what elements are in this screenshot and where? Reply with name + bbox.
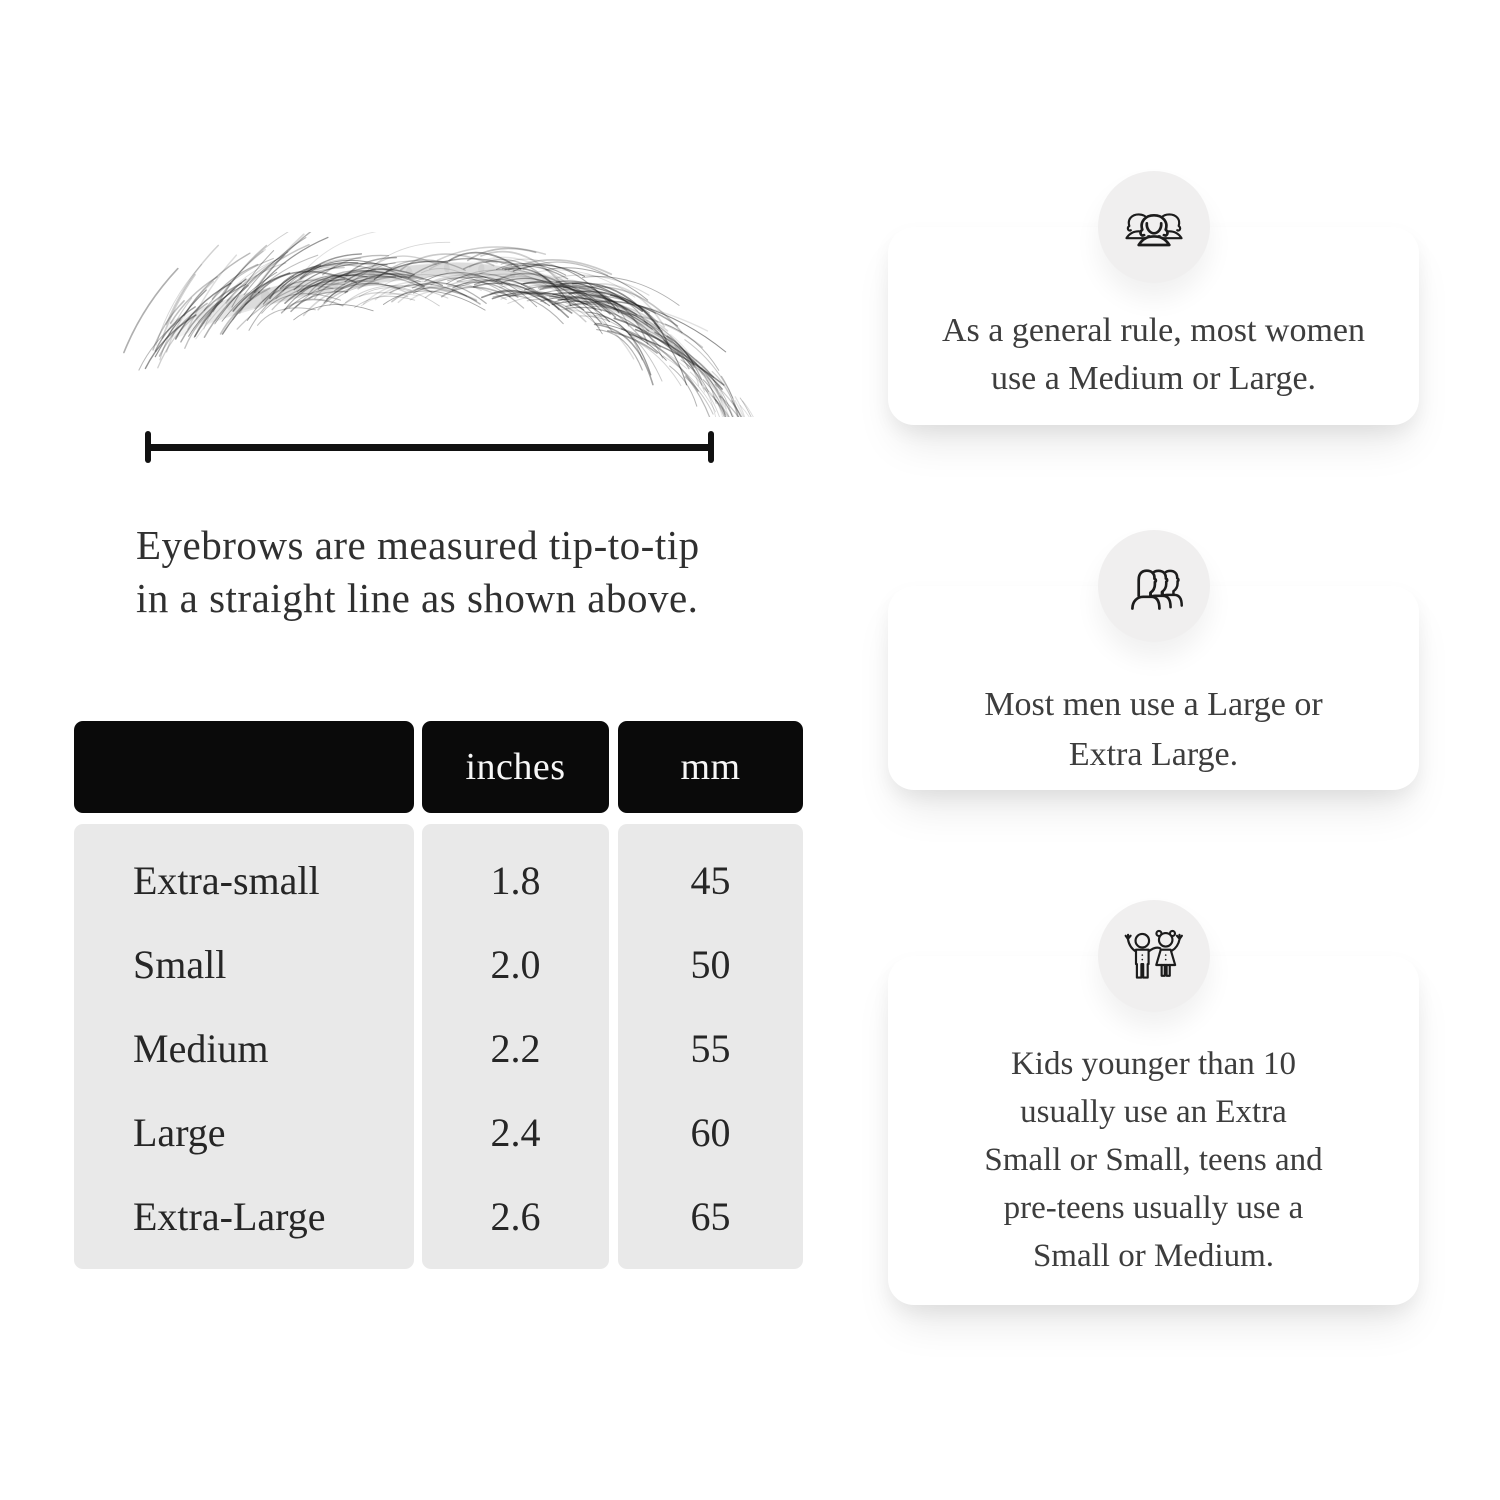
women-group-icon [1118,196,1190,258]
mm-value-cell: 45 [690,857,731,903]
measurement-tick-left [145,431,151,463]
caption-line: Eyebrows are measured tip-to-tip [136,522,700,568]
size-label-cell: Medium [133,1025,269,1071]
mm-value-cell: 65 [690,1193,731,1239]
info-card-text-line: As a general rule, most women [942,312,1365,349]
info-card-text-line: pre-teens usually use a [1003,1189,1304,1226]
measurement-tick-right [708,431,714,463]
info-card-women [888,227,1419,425]
men-group-icon [1118,555,1190,617]
size-table-column-inches [422,721,609,1269]
measurement-line [147,444,712,451]
inches-value-cell: 1.8 [490,857,541,903]
kids-icon-circle [1098,900,1210,1012]
size-table-column-mm [618,721,803,1269]
caption-line: in a straight line as shown above. [136,575,699,621]
inches-value-cell: 2.6 [490,1193,541,1239]
size-column-body [74,824,414,1269]
mm-value-cell: 60 [690,1109,731,1155]
info-card-men [888,586,1419,790]
size-label-cell: Extra-small [133,857,320,903]
inches-value-cell: 2.4 [490,1109,541,1155]
info-card-text-line: usually use an Extra [1020,1093,1287,1130]
mm-column-header: mm [618,721,803,813]
women-icon-circle [1098,171,1210,283]
info-card-text-line: use a Medium or Large. [990,360,1317,397]
size-table-column-sizes [74,721,414,1269]
mm-column-body [618,824,803,1269]
info-card-text-line: Small or Small, teens and [984,1141,1323,1178]
size-label-cell: Large [133,1109,226,1155]
info-card-text-line: Small or Medium. [1032,1237,1275,1274]
inches-column-body [422,824,609,1269]
size-table [74,721,803,1269]
inches-value-cell: 2.0 [490,941,541,987]
size-column-header [74,721,414,813]
size-label-cell: Small [133,941,227,987]
children-icon [1118,925,1190,987]
men-icon-circle [1098,530,1210,642]
inches-value-cell: 2.2 [490,1025,541,1071]
info-card-kids [888,956,1419,1305]
size-label-cell: Extra-Large [133,1193,326,1239]
mm-value-cell: 55 [690,1025,731,1071]
inches-column-header: inches [422,721,609,813]
info-card-text-line: Kids younger than 10 [1010,1045,1297,1082]
mm-value-cell: 50 [690,941,731,987]
eyebrow-illustration [105,232,755,417]
info-card-text-line: Most men use a Large or [984,686,1323,723]
info-card-text-line: Extra Large. [1068,736,1239,773]
measurement-caption [136,519,700,625]
